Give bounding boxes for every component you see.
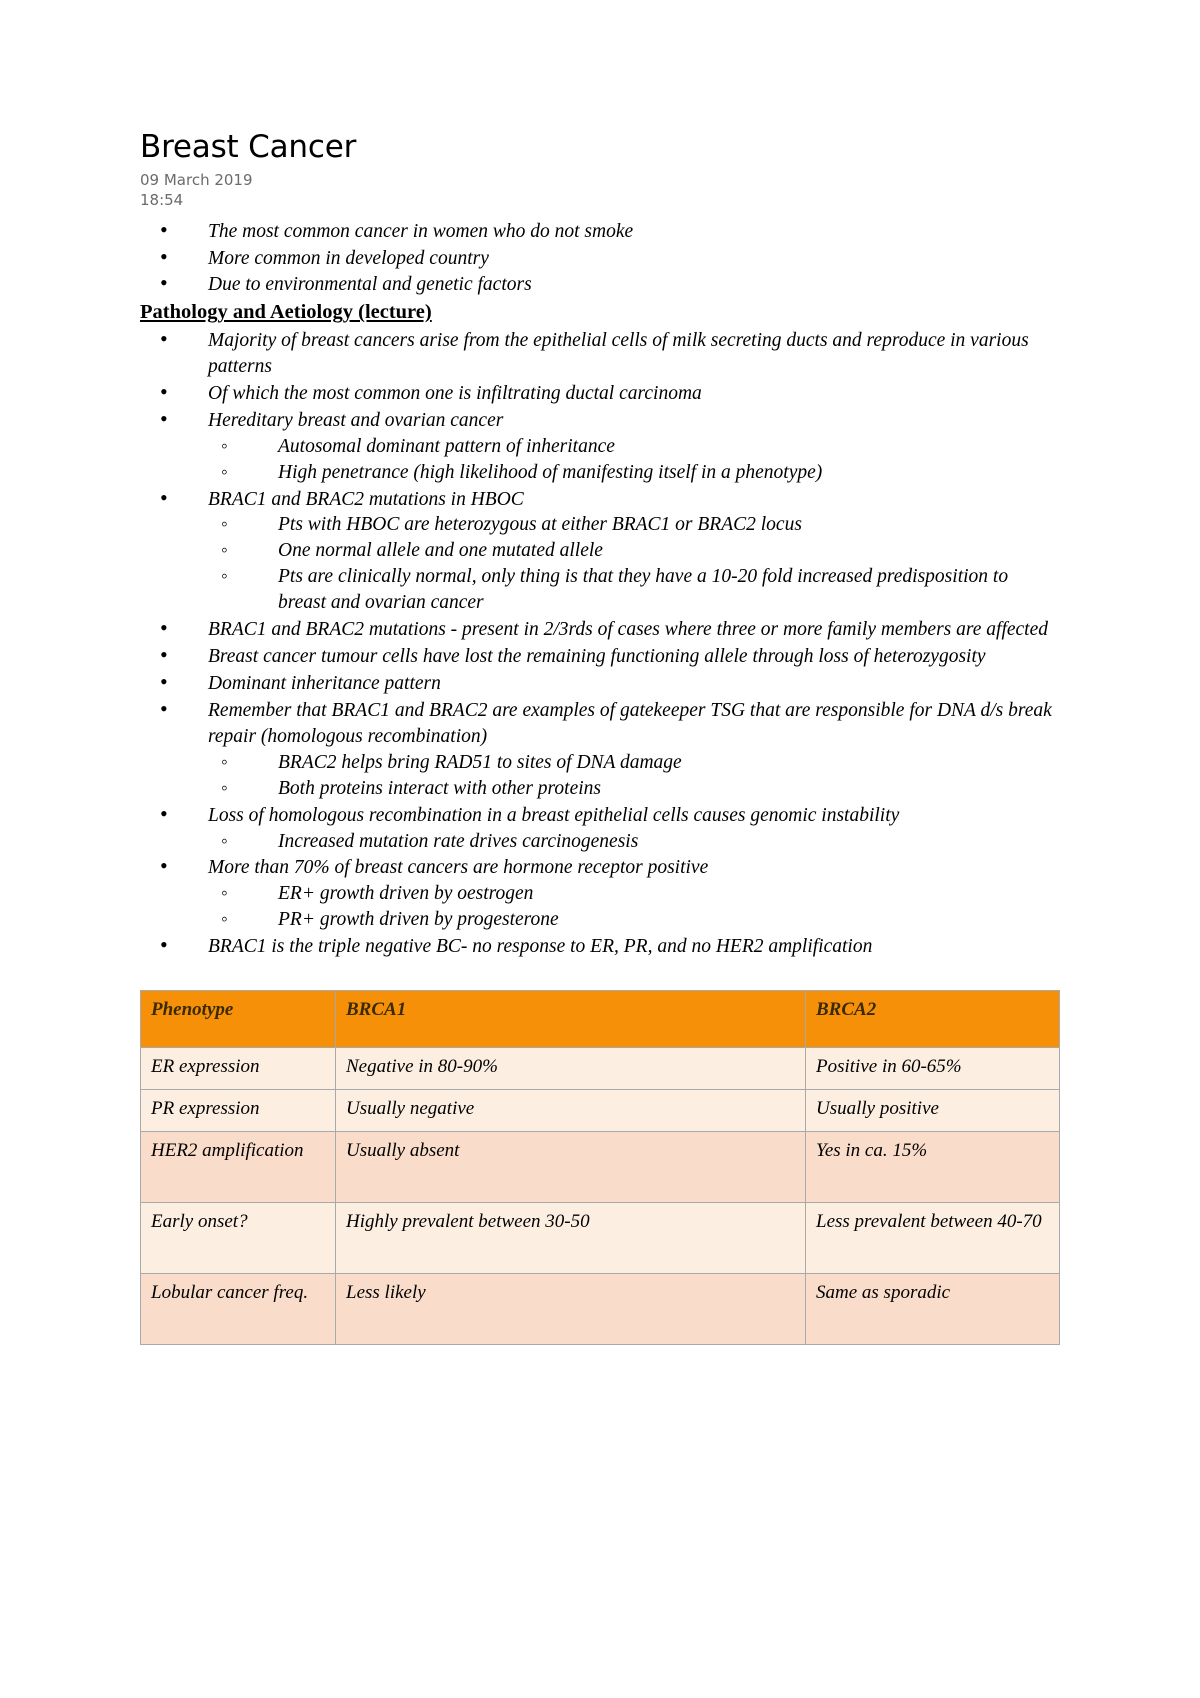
- sub-bullet-list: [208, 434, 1060, 486]
- table-cell: Highly prevalent between 30-50: [336, 1202, 806, 1273]
- table-cell: HER2 amplification: [141, 1131, 336, 1202]
- list-item-text: • More common in developed country: [208, 247, 489, 269]
- table-row: [141, 1202, 1060, 1273]
- list-item: ◦ Pts with HBOC are heterozygous at either BRAC1 or BRAC2 locus: [208, 512, 1060, 538]
- list-item-text: • BRAC1 is the triple negative BC- no response to ER, PR, and no HER2 amplification: [208, 936, 873, 958]
- list-item: [140, 803, 1060, 855]
- list-item-text: • Loss of homologous recombination in a breast epithelial cells causes genomic instability: [208, 804, 900, 826]
- column-header-brca1: BRCA1: [336, 991, 806, 1048]
- table-cell: Positive in 60-65%: [806, 1048, 1060, 1090]
- table-cell: Negative in 80-90%: [336, 1048, 806, 1090]
- list-item: ◦ One normal allele and one mutated allele: [208, 538, 1060, 564]
- table-row: [141, 1273, 1060, 1344]
- list-item: ◦ PR+ growth driven by progesterone: [208, 907, 1060, 933]
- list-item: [140, 934, 1060, 960]
- list-item: ◦ BRAC2 helps bring RAD51 to sites of DNA damage: [208, 750, 1060, 776]
- list-item: ◦ Autosomal dominant pattern of inheritance: [208, 434, 1060, 460]
- list-item: [140, 644, 1060, 670]
- list-item: [140, 272, 1060, 298]
- list-item-text: • Majority of breast cancers arise from the epithelial cells of milk secreting ducts and reproduce in various patterns: [208, 330, 1029, 377]
- table-cell: PR expression: [141, 1089, 336, 1131]
- table-cell: Usually positive: [806, 1089, 1060, 1131]
- column-header-phenotype: Phenotype: [141, 991, 336, 1048]
- sub-bullet-list: [208, 829, 1060, 855]
- section-heading: Pathology and Aetiology (lecture): [140, 301, 432, 324]
- list-item-text: • BRAC1 and BRAC2 mutations - present in 2/3rds of cases where three or more family members are affected: [208, 619, 1048, 641]
- column-header-brca2: BRCA2: [806, 991, 1060, 1048]
- list-item: [140, 671, 1060, 697]
- list-item: [140, 617, 1060, 643]
- list-item: [140, 855, 1060, 933]
- sub-bullet-list: [208, 881, 1060, 933]
- list-item-text: • The most common cancer in women who do not smoke: [208, 220, 634, 242]
- intro-bullet-list: [140, 219, 1060, 299]
- section-bullet-list: [140, 328, 1060, 960]
- list-item: [140, 219, 1060, 245]
- table-cell: Usually absent: [336, 1131, 806, 1202]
- table-cell: Less likely: [336, 1273, 806, 1344]
- table-cell: Early onset?: [141, 1202, 336, 1273]
- list-item-text: • Dominant inheritance pattern: [208, 672, 441, 694]
- table-cell: Usually negative: [336, 1089, 806, 1131]
- list-item: [140, 328, 1060, 380]
- list-item: ◦ High penetrance (high likelihood of manifesting itself in a phenotype): [208, 460, 1060, 486]
- phenotype-comparison-table: [140, 990, 1060, 1344]
- sub-bullet-list: [208, 512, 1060, 616]
- table-row: [141, 1048, 1060, 1090]
- list-item: [140, 381, 1060, 407]
- list-item: [140, 408, 1060, 486]
- document-time: 18:54: [140, 191, 184, 210]
- list-item-text: • Remember that BRAC1 and BRAC2 are examples of gatekeeper TSG that are responsible for DNA d/s break repair (homologous recombination): [208, 699, 1052, 747]
- table-cell: Lobular cancer freq.: [141, 1273, 336, 1344]
- list-item-text: • Due to environmental and genetic factors: [208, 274, 532, 296]
- table-row: [141, 1089, 1060, 1131]
- list-item: [140, 246, 1060, 272]
- list-item-text: • Breast cancer tumour cells have lost the remaining functioning allele through loss of heterozygosity: [208, 646, 986, 668]
- list-item: ◦ ER+ growth driven by oestrogen: [208, 881, 1060, 907]
- list-item-text: • BRAC1 and BRAC2 mutations in HBOC: [208, 488, 524, 510]
- list-item: [140, 487, 1060, 617]
- sub-bullet-list: [208, 750, 1060, 802]
- list-item: ◦ Increased mutation rate drives carcinogenesis: [208, 829, 1060, 855]
- list-item: ◦ Pts are clinically normal, only thing is that they have a 10-20 fold increased predisposition to breast and ovarian cancer: [208, 564, 1060, 616]
- table-cell: Yes in ca. 15%: [806, 1131, 1060, 1202]
- page-title: Breast Cancer: [140, 129, 357, 165]
- table-cell: Same as sporadic: [806, 1273, 1060, 1344]
- list-item-text: • Of which the most common one is infiltrating ductal carcinoma: [208, 382, 702, 404]
- list-item-text: • More than 70% of breast cancers are hormone receptor positive: [208, 857, 709, 879]
- document-date: 09 March 2019: [140, 171, 253, 190]
- table-row: [141, 1131, 1060, 1202]
- list-item: [140, 698, 1060, 802]
- table-header-row: [141, 991, 1060, 1048]
- table-cell: Less prevalent between 40-70: [806, 1202, 1060, 1273]
- table-cell: ER expression: [141, 1048, 336, 1090]
- list-item-text: • Hereditary breast and ovarian cancer: [208, 409, 504, 431]
- list-item: ◦ Both proteins interact with other proteins: [208, 776, 1060, 802]
